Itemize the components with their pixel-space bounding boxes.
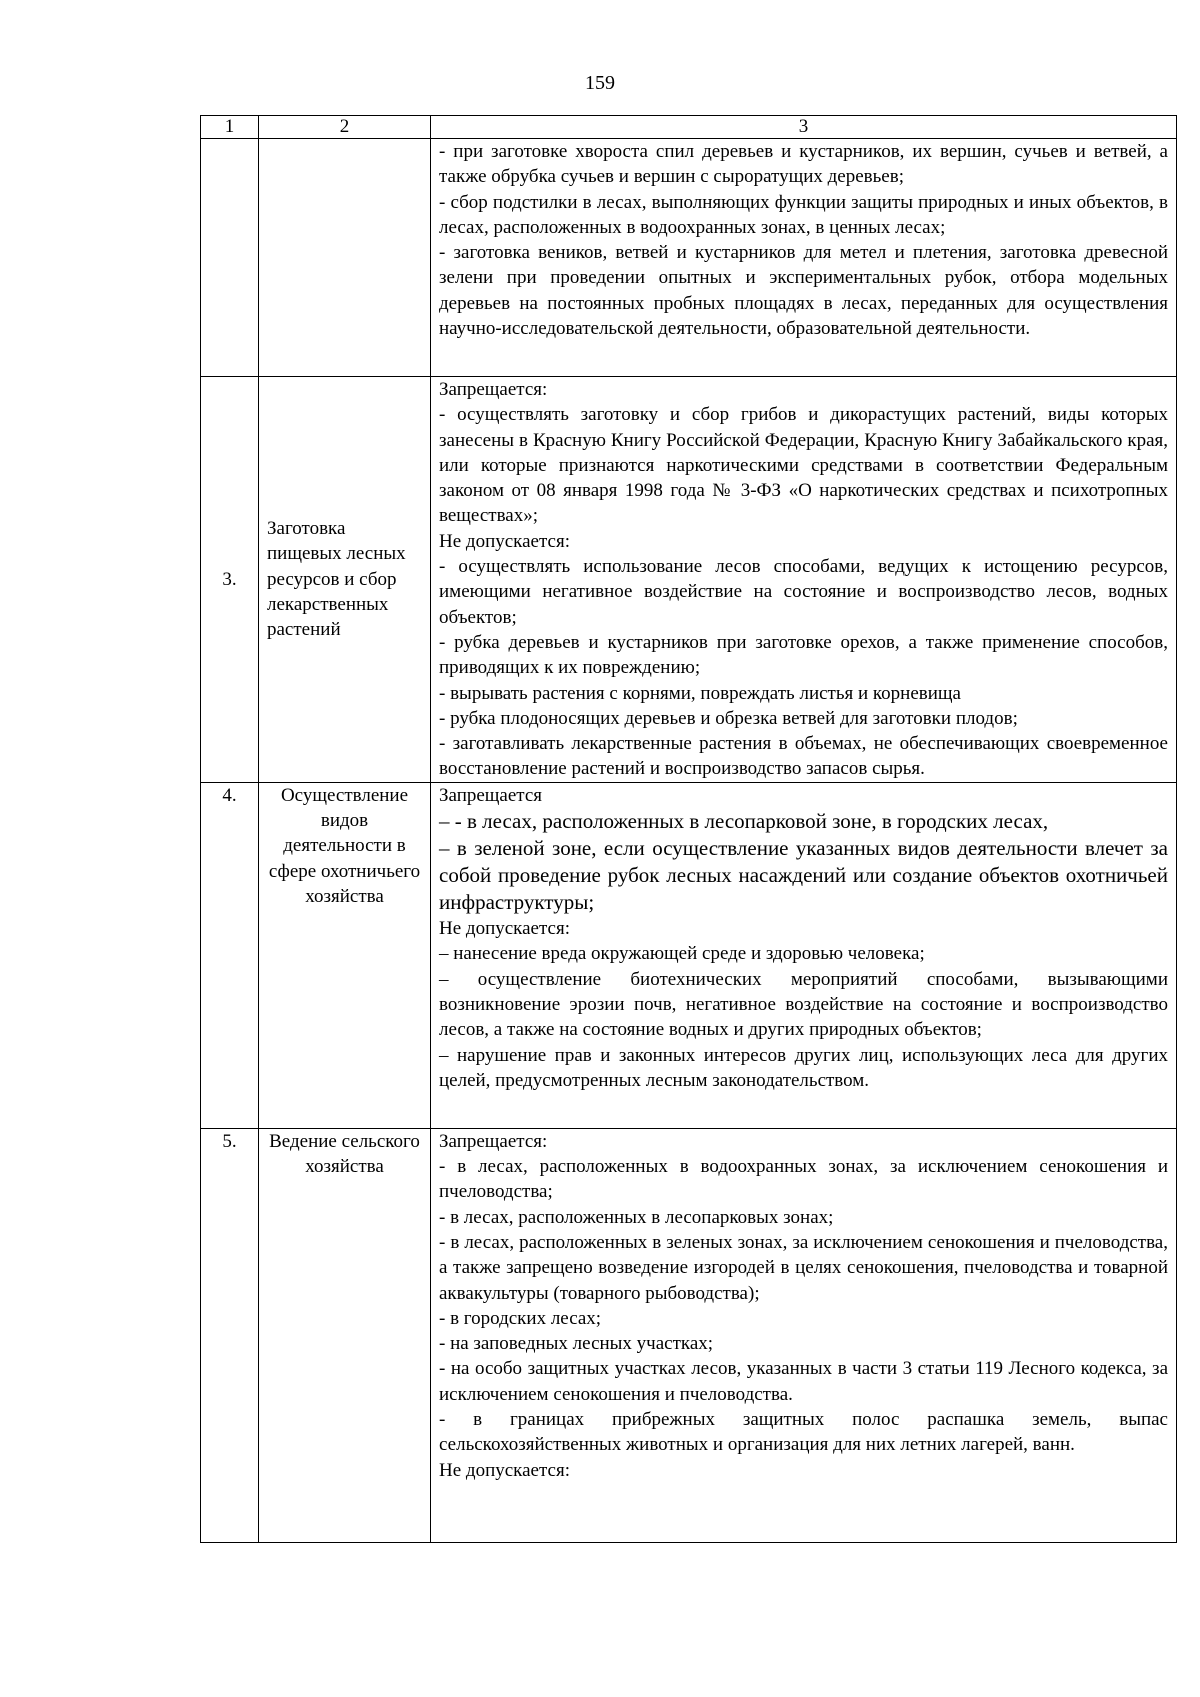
restriction-line: - осуществлять использование лесов способами, ведущих к истощению ресурсов, имеющими негативное воздействие на состояние и воспроизводство лесов, водных объектов; — [439, 556, 1168, 628]
restriction-line: - на особо защитных участках лесов, указанных в части 3 статьи 119 Лесного кодекса, за исключением сенокошения и пчеловодства. — [439, 1358, 1168, 1405]
table-row — [201, 377, 1177, 783]
header-col-1: 1 — [201, 116, 259, 139]
row-number: 3. — [201, 377, 259, 783]
restriction-line: Не допускается: — [439, 1459, 570, 1481]
row-activity: Ведение сельского хозяйства — [259, 1128, 431, 1542]
restriction-line: – нанесение вреда окружающей среде и здоровью человека; — [439, 943, 925, 965]
row-activity: Заготовка пищевых лесных ресурсов и сбор лекарственных растений — [259, 377, 431, 783]
row-restrictions — [431, 782, 1177, 1128]
page-number: 159 — [585, 72, 615, 94]
restriction-line: Запрещается: — [439, 379, 548, 400]
restriction-line: - при заготовке хвороста спил деревьев и кустарников, их вершин, сучьев и ветвей, а также обрубка сучьев и вершин с сыроратущих деревьев; — [439, 141, 1168, 188]
restriction-line: – нарушение прав и законных интересов других лиц, использующих леса для других целей, предусмотренных лесным законодательством. — [439, 1044, 1168, 1091]
row-restrictions — [431, 377, 1177, 783]
row-number: 5. — [201, 1128, 259, 1542]
row-restrictions — [431, 1128, 1177, 1542]
row-number: 4. — [201, 782, 259, 1128]
restriction-line: - заготовка веников, ветвей и кустарников для метел и плетения, заготовка древесной зелени при проведении опытных и экспериментальных рубок, отбора модельных деревьев на постоянных пробных площадях в лесах, переданных для осуществления научно-исследовательской деятельности, образовательной деятельности. — [439, 242, 1168, 340]
restriction-line: Не допускается: — [439, 918, 570, 940]
restriction-line: - сбор подстилки в лесах, выполняющих функции защиты природных и иных объектов, в лесах, расположенных в водоохранных зонах, в ценных лесах; — [439, 191, 1168, 238]
restriction-line: - в границах прибрежных защитных полос распашка земель, выпас сельскохозяйственных животных и организация для них летних лагерей, ванн. — [439, 1409, 1168, 1456]
restriction-line: Не допускается: — [439, 530, 570, 552]
restriction-line: - в городских лесах; — [439, 1307, 602, 1329]
row-activity: Осуществление видов деятельности в сфере охотничьего хозяйства — [259, 782, 431, 1128]
restriction-line: Запрещается — [439, 784, 543, 806]
table-row — [201, 1128, 1177, 1542]
table-row — [201, 782, 1177, 1128]
restriction-line: - вырывать растения с корнями, повреждать листья и корневища — [439, 682, 961, 704]
restriction-line: - в лесах, расположенных в зеленых зонах, за исключением сенокошения и пчеловодства, а также запрещено возведение изгородей в целях сенокошения, пчеловодства и товарной аквакультуры (товарного рыбоводства); — [439, 1231, 1168, 1304]
row-restrictions — [431, 139, 1177, 377]
restriction-line: – в зеленой зоне, если осуществление указанных видов деятельности влечет за собой проведение рубок лесных насаждений или создание объектов охотничьей инфраструктуры; — [439, 836, 1168, 915]
regulation-table — [200, 115, 1177, 1543]
restriction-line: - заготавливать лекарственные растения в объемах, не обеспечивающих своевременное восстановление растений и воспроизводство запасов сырья. — [439, 733, 1168, 780]
restriction-line: - на заповедных лесных участках; — [439, 1333, 714, 1355]
row-number — [201, 139, 259, 377]
restriction-line: - осуществлять заготовку и сбор грибов и дикорастущих растений, виды которых занесены в Красную Книгу Российской Федерации, Красную Книгу Забайкальского края, или которые признаются наркотическими средствами в соответствии Федеральным законом от 08 января 1998 года № 3-ФЗ «О наркотических средствах и психотропных веществах»; — [439, 404, 1168, 527]
restriction-line: Запрещается: — [439, 1130, 548, 1152]
header-col-2: 2 — [259, 116, 431, 139]
table-header-row — [201, 116, 1177, 139]
restriction-line: - в лесах, расположенных в водоохранных зонах, за исключением сенокошения и пчеловодства; — [439, 1156, 1168, 1203]
restriction-line: - рубка деревьев и кустарников при заготовке орехов, а также применение способов, приводящих к их повреждению; — [439, 631, 1168, 679]
restriction-line: – - в лесах, расположенных в лесопарковой зоне, в городских лесах, — [439, 809, 1049, 834]
restriction-line: - в лесах, расположенных в лесопарковых зонах; — [439, 1206, 834, 1228]
restriction-line: – осуществление биотехнических мероприятий способами, вызывающими возникновение эрозии почв, негативное воздействие на состояние и воспроизводство лесов, а также на состояние водных и других природных объектов; — [439, 968, 1168, 1041]
row-activity — [259, 139, 431, 377]
table-row — [201, 139, 1177, 377]
header-col-3: 3 — [431, 116, 1177, 139]
restriction-line: - рубка плодоносящих деревьев и обрезка ветвей для заготовки плодов; — [439, 707, 1018, 729]
